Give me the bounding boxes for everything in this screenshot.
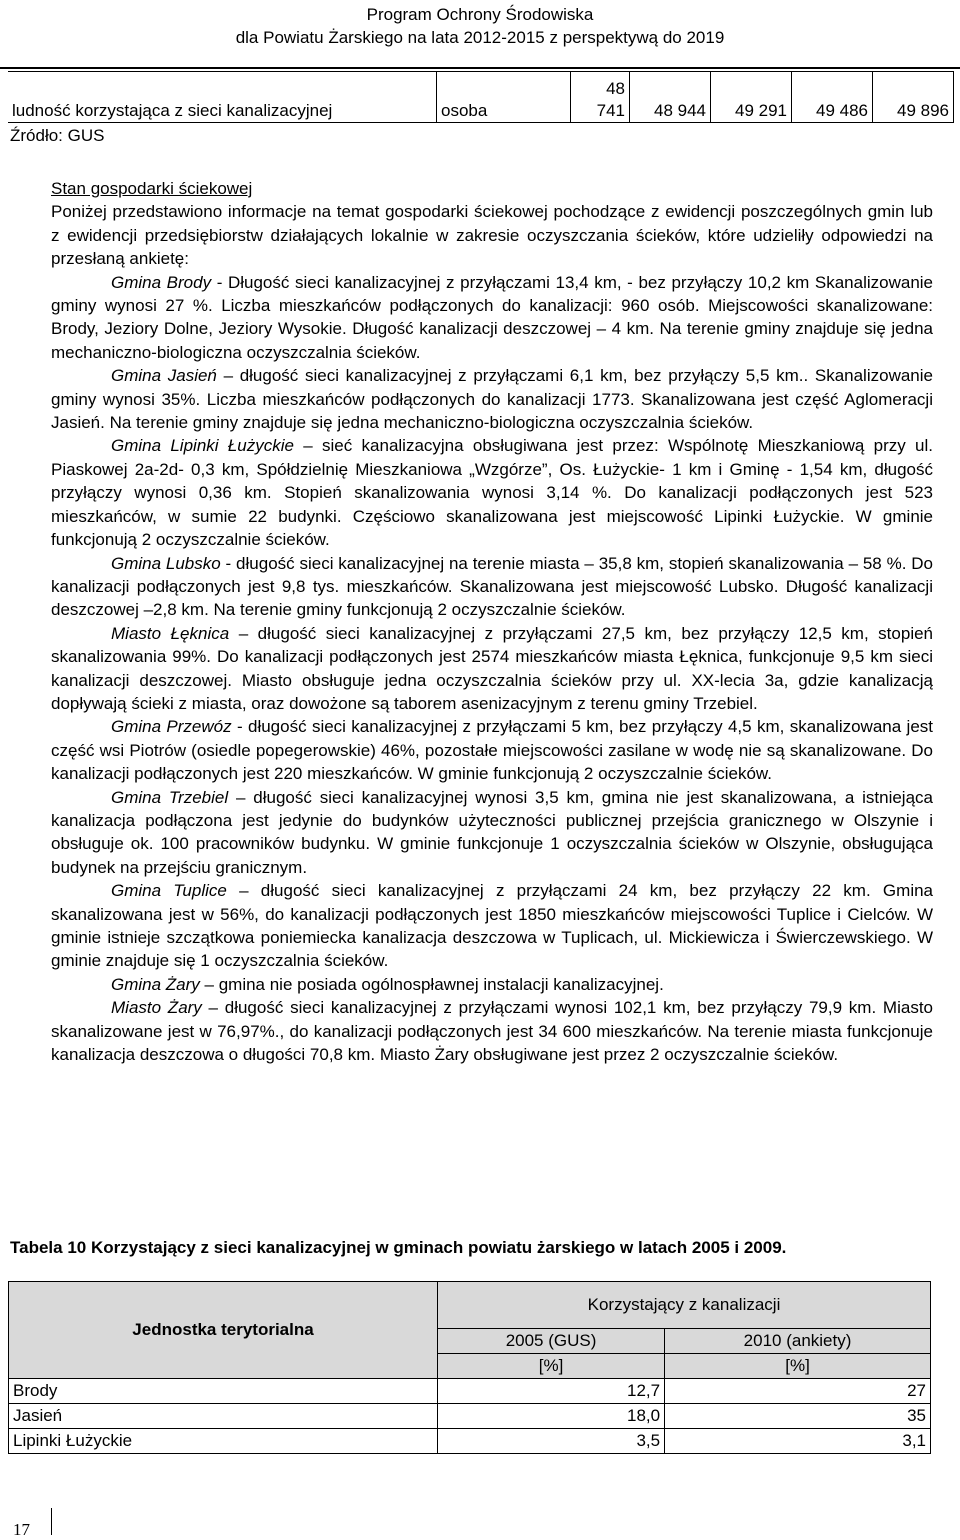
gmina-name: Gmina Żary [111,974,200,994]
gmina-dash: - [231,717,248,737]
gmina-dash: – [228,787,254,807]
gmina-paragraph [51,434,933,551]
value-cell: 49 486 [792,72,873,123]
gmina-name: Miasto Łęknica [111,623,230,643]
gmina-dash: - [220,553,237,573]
gmina-text: długość sieci kanalizacyjnej z przyłączami 6,1 km, bez przyłączy 5,5 km.. Skanalizowanie gminy wynosi 35%. Liczba mieszkańców podłączonych do kanalizacji 1773. Skanalizowana jest część Aglomeracji Jasień. Na terenie gminy znajduje się jedna mechaniczno-biologiczna oczyszczalnia ścieków. [51,366,933,433]
value-2005: 12,7 [438,1379,665,1404]
page-number-divider [51,1508,52,1535]
gmina-text: długość sieci kanalizacyjnej z przyłączami 24 km, bez przyłączy 22 km. Gmina skanalizowana jest w 56%, do kanalizacji podłączonych jest 1850 mieszkańców miejscowości Tuplice i Cielców. W gminie istnieje szczątkowa poniemiecka kanalizacja deszczowa w Tuplicach, ul. Mickiewicza i Świerczewskiego. W gminie znajduje się 1 oczyszczalnia ścieków. [51,881,934,971]
gmina-paragraph [51,715,933,785]
gmina-paragraph [51,622,933,716]
page-number: 17 [13,1520,30,1539]
table-caption: Tabela 10 Korzystający z sieci kanalizacyjnej w gminach powiatu żarskiego w latach 2005 i 2009. [10,1238,787,1257]
row-label: ludność korzystająca z sieci kanalizacyjnej [8,72,437,123]
gmina-text: długość sieci kanalizacyjnej z przyłączami wynosi 102,1 km, bez przyłączy 79,9 km. Miasto skanalizowane jest w 76,97%., do kanalizacji podłączonych jest 34 600 mieszkańców. Na terenie miasta funkcjonuje kanalizacja deszczowa o długości 70,8 km. Miasto Żary obsługiwane jest przez 2 oczyszczalnie ścieków. [51,998,933,1065]
table-row [9,1404,931,1429]
section-heading: Stan gospodarki ściekowej [51,179,253,198]
value-2005: 3,5 [438,1429,665,1454]
gmina-paragraph [51,996,933,1066]
column-header-2010: 2010 (ankiety) [665,1329,931,1354]
column-header-group: Korzystający z kanalizacji [438,1282,931,1329]
header-subtitle: dla Powiatu Żarskiego na lata 2012-2015 z perspektywą do 2019 [235,28,725,47]
gmina-paragraph [51,879,933,973]
gmina-paragraph [51,786,933,880]
table-header-row [9,1282,931,1329]
gmina-text: sieć kanalizacyjna obsługiwana jest przez: Wspólnotę Mieszkaniową przy ul. Piaskowej 2a-2d- 0,3 km, Spółdzielnię Mieszkaniowa „Wzgórze”, Os. Łużyckie- 1 km i Gminę - 1,54 km, długość przyłączy wynosi 0,36 km. Stopień skanalizowania wynosi 3,14 %. Do kanalizacji podłączonych jest 523 mieszkańców, w sumie 22 budynki. Częściowo skanalizowana jest miejscowość Lipinki Łużyckie. W gminie funkcjonują 2 oczyszczalnie ścieków. [51,436,933,550]
gmina-text: długość sieci kanalizacyjnej wynosi 3,5 km, gmina nie jest skanalizowana, a istniejąca kanalizacja podłączona jest jedynie do budynków użyteczności publicznej przejścia granicznego w Olszynie i obsługuje ok. 100 pracowników budynku. W gminie funkcjonuje 1 oczyszczalnia ścieków w Olszynie, obsługująca budynek na przejściu granicznym. [51,787,933,877]
value-cell: 49 896 [873,72,954,123]
row-unit: osoba [437,72,571,123]
gmina-name: Gmina Trzebiel [111,787,229,807]
value-2010: 3,1 [665,1429,931,1454]
gmina-dash: – [226,881,261,901]
column-header-2005: 2005 (GUS) [438,1329,665,1354]
row-name: Lipinki Łużyckie [9,1429,438,1454]
source-note: Źródło: GUS [10,126,105,145]
document-body [51,177,933,1066]
population-row-table [8,71,954,123]
value-2005: 18,0 [438,1404,665,1429]
gmina-paragraph [51,973,933,996]
header-rule [0,67,960,69]
column-header-unit: Jednostka terytorialna [9,1282,438,1379]
gmina-text: długość sieci kanalizacyjnej z przyłączami 27,5 km, bez przyłączy 12,5 km, stopień skanalizowania 99%. Do kanalizacji podłączonych jest 2574 mieszkańców miasta Łęknica, funkcjonuje 9,5 km sieci kanalizacji deszczowej. Miasto obsługuje jedna oczyszczalnia ścieków przy ul. XX-lecia 3a, gdzie kanalizacją dopływają ścieki z miasta, oraz dowożone są taborem asenizacyjnym z terenu gminy Trzebiel. [51,623,934,713]
row-name: Jasień [9,1404,438,1429]
gmina-text: gmina nie posiada ogólnospławnej instalacji kanalizacyjnej. [218,974,664,994]
gmina-paragraphs [51,271,933,1067]
gmina-dash: – [229,623,258,643]
gmina-dash: – [216,366,240,386]
gmina-name: Gmina Jasień [111,366,217,386]
unit-header-2010: [%] [665,1354,931,1379]
gmina-dash: – [293,436,323,456]
gmina-name: Gmina Tuplice [111,881,227,901]
gmina-dash: – [199,974,219,994]
gmina-name: Gmina Lipinki Łużyckie [111,436,294,456]
gmina-paragraph [51,552,933,622]
gmina-dash: – [201,998,225,1018]
row-name: Brody [9,1379,438,1404]
table-row [9,1379,931,1404]
intro-paragraph: Poniżej przedstawiono informacje na temat gospodarki ściekowej pochodzące z ewidencji poszczególnych gmin lub z ewidencji przedsiębiorstw działających lokalnie w zakresie oczyszczania ścieków, które udzieliły odpowiedzi na przesłaną ankietę: [51,202,933,269]
gmina-text: długość sieci kanalizacyjnej z przyłączami 5 km, bez przyłączy 4,5 km, skanalizowana jest część wsi Piotrów (osiedle popegerowskie) 46%, pozostałe miejscowości zasilane w wodę nie są skanalizowane. Do kanalizacji podłączonych jest 220 mieszkańców. W gminie funkcjonują 2 oczyszczalnie ścieków. [51,717,934,784]
value-cell: 49 291 [711,72,792,123]
gmina-dash: - [211,272,228,292]
table-row [8,72,954,123]
value-cell: 48 741 [571,72,630,123]
table-row [9,1429,931,1454]
gmina-name: Gmina Lubsko [111,553,221,573]
value-cell: 48 944 [630,72,711,123]
sewer-users-table [8,1281,931,1454]
gmina-text: Długość sieci kanalizacyjnej z przyłączami 13,4 km, - bez przyłączy 10,2 km Skanalizowanie gminy wynosi 27 %. Liczba mieszkańców podłączonych do kanalizacji: 960 osób. Miejscowości skanalizowane: Brody, Jeziory Dolne, Jeziory Wysokie. Długość kanalizacji deszczowej – 4 km. Na terenie gminy znajduje się jedna mechaniczno-biologiczna oczyszczalnia ścieków. [51,272,933,362]
value-2010: 27 [665,1379,931,1404]
value-2010: 35 [665,1404,931,1429]
gmina-name: Gmina Przewóz [111,717,232,737]
unit-header-2005: [%] [438,1354,665,1379]
gmina-name: Gmina Brody [111,272,212,292]
gmina-paragraph [51,271,933,365]
gmina-text: długość sieci kanalizacyjnej na terenie miasta – 35,8 km, stopień skanalizowania – 58 %. Do kanalizacji podłączonych jest 9,8 tys. mieszkańców. Skanalizowana jest miejscowość Lubsko. Długość kanalizacji deszczowej –2,8 km. Na terenie gminy funkcjonują 2 oczyszczalnie ścieków. [51,553,933,620]
gmina-paragraph [51,364,933,434]
header-title: Program Ochrony Środowiska [366,5,594,24]
gmina-name: Miasto Żary [111,998,202,1018]
